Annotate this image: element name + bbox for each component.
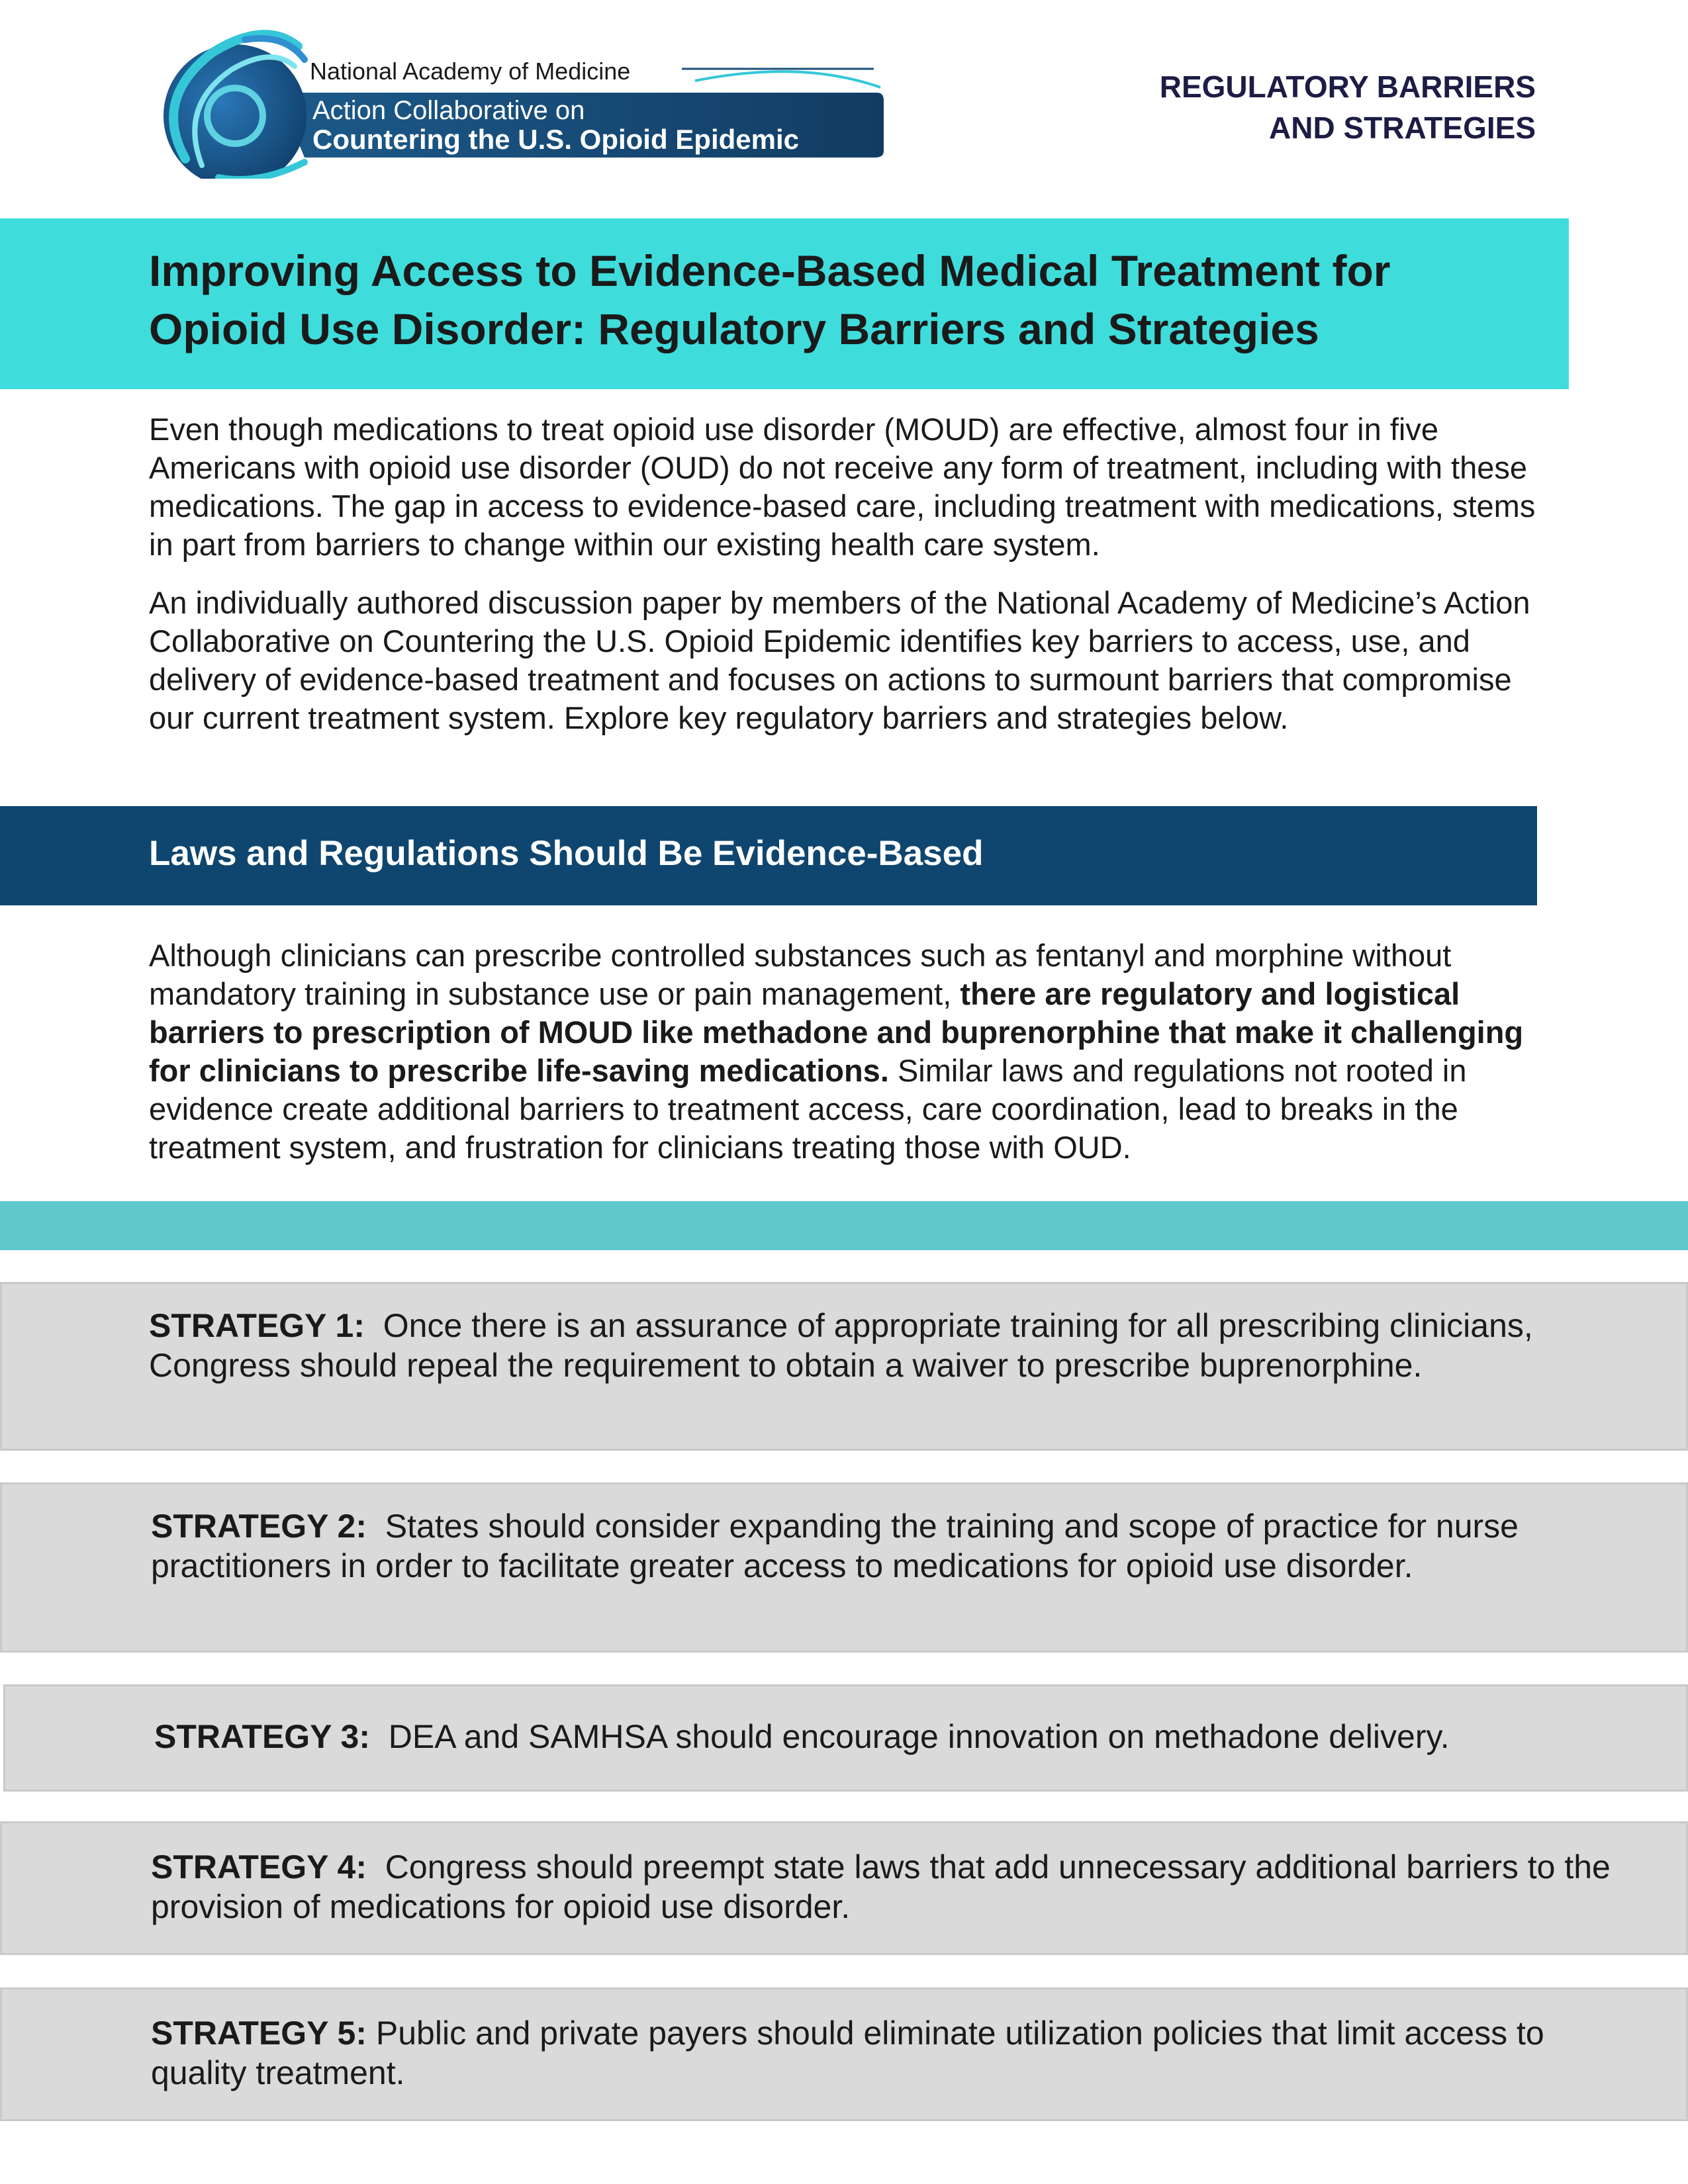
header-tagline (1006, 66, 1536, 148)
strategy-box-3 (3, 1684, 1688, 1792)
strategy-text-4 (151, 1847, 1627, 1927)
page-title-line2: Opioid Use Disorder: Regulatory Barriers and Strategies (149, 304, 1319, 353)
logo-line2-text: Countering the U.S. Opioid Epidemic (312, 124, 800, 155)
intro-paragraph-1: Even though medications to treat opioid use disorder (MOUD) are effective, almost four in five Americans with opioid use disorder (OUD) do not receive any form of treatment, including with these medications. The gap in access to evidence-based care, including treatment with medications, stems in part from barriers to change within our existing health care system. (149, 412, 1536, 562)
strategy-body-3: DEA and SAMHSA should encourage innovation on methadone delivery. (388, 1718, 1450, 1755)
page-title (149, 242, 1566, 358)
strategy-label-5: STRATEGY 5: (151, 2015, 367, 2052)
strategy-label-2: STRATEGY 2: (151, 1508, 367, 1545)
strategy-text-2 (151, 1506, 1627, 1586)
strategy-text-1 (149, 1306, 1625, 1385)
strategy-label-1: STRATEGY 1: (149, 1307, 365, 1344)
strategy-body-4: Congress should preempt state laws that add unnecessary additional barriers to the provision of medications for opioid use disorder. (151, 1848, 1611, 1925)
strategy-label-3: STRATEGY 3: (154, 1718, 370, 1755)
strategy-body-5: Public and private payers should eliminate utilization policies that limit access to quality treatment. (151, 2015, 1544, 2091)
strategy-body-1: Once there is an assurance of appropriate training for all prescribing clinicians, Congress should repeal the requirement to obtain a waiver to prescribe buprenorphine. (149, 1307, 1533, 1384)
nam-logo-graphic (139, 20, 887, 179)
section-paragraph-end: Similar laws and regulations not rooted in evidence create additional barriers to treatment access, care coordination, lead to breaks in the treatment system, and frustration for clinicians treating those with OUD. (149, 1053, 1467, 1165)
intro-paragraph-2: An individually authored discussion paper by members of the National Academy of Medicine’s Action Collaborative on Countering the U.S. Opioid Epidemic identifies key barriers to access, use, and delivery of evidence-based treatment and focuses on actions to surmount barriers that compromise our current treatment system. Explore key regulatory barriers and strategies below. (149, 585, 1530, 735)
strategy-label-4: STRATEGY 4: (151, 1848, 367, 1886)
header-tagline-line2: AND STRATEGIES (1269, 111, 1536, 145)
strategy-text-5 (151, 2013, 1627, 2093)
strategy-box-2 (0, 1482, 1688, 1653)
section-title: Laws and Regulations Should Be Evidence-Based (149, 834, 984, 873)
strategy-box-4 (0, 1821, 1688, 1955)
section-paragraph-bold: there are regulatory and logistical barriers to prescription of MOUD like methadone and buprenorphine that make it challenging for clinicians to prescribe life-saving medications. (149, 976, 1524, 1088)
strategy-box-1 (0, 1282, 1688, 1451)
divider-band (0, 1201, 1688, 1250)
nam-logo (139, 20, 887, 179)
logo-line1-text: Action Collaborative on (312, 96, 585, 125)
page-title-line1: Improving Access to Evidence-Based Medical Treatment for (149, 246, 1391, 295)
strategy-body-2: States should consider expanding the training and scope of practice for nurse practitioners in order to facilitate greater access to medications for opioid use disorder. (151, 1508, 1519, 1584)
logo-org-text: National Academy of Medicine (310, 58, 631, 85)
header-tagline-line1: REGULATORY BARRIERS (1159, 69, 1536, 104)
section-paragraph (149, 936, 1546, 1167)
strategy-text-3 (154, 1717, 1630, 1756)
section-paragraph-start: Although clinicians can prescribe controlled substances such as fentanyl and morphine without mandatory training in substance use or pain management, (149, 938, 1452, 1011)
strategy-box-5 (0, 1987, 1688, 2121)
